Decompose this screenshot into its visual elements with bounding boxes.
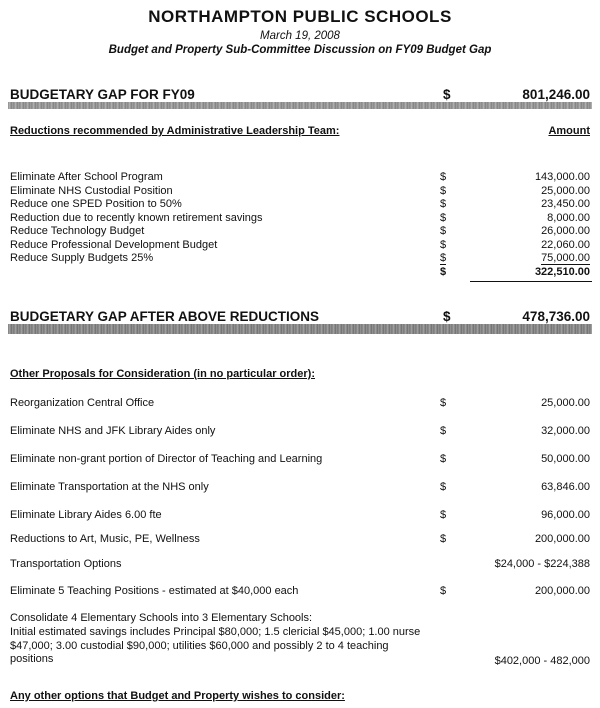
reduction-item-amount: 23,450.00: [541, 198, 590, 210]
gap-after-shaded-bar: [8, 324, 592, 334]
reduction-item-amount: 22,060.00: [541, 238, 590, 251]
proposal-item-currency: $: [440, 509, 447, 521]
proposal-item-currency: $: [440, 585, 447, 597]
reductions-total: 322,510.00: [534, 266, 590, 278]
reduction-item-currency: $: [440, 252, 447, 264]
consolidate-title: Consolidate 4 Elementary Schools into 3 Elementary Schools:: [10, 612, 313, 624]
reduction-item-label: Reduce Technology Budget: [10, 225, 145, 237]
reduction-item-label: Reduce one SPED Position to 50%: [10, 198, 182, 210]
reductions-heading: Reductions recommended by Administrative Leadership Team:: [10, 125, 340, 137]
consolidate-amount: $402,000 - 482,000: [494, 655, 590, 667]
proposal-item-currency: $: [440, 533, 447, 545]
document-subtitle: Budget and Property Sub-Committee Discussion on FY09 Budget Gap: [108, 44, 492, 56]
reduction-item-label: Reduce Professional Development Budget: [10, 238, 218, 251]
reduction-item-currency: $: [440, 171, 447, 183]
reduction-item-amount: 26,000.00: [541, 225, 590, 237]
proposal-item-amount: 200,000.00: [534, 585, 590, 597]
reduction-item-amount: 143,000.00: [534, 171, 590, 183]
proposal-item-amount: 50,000.00: [541, 453, 590, 465]
gap-amount: 801,246.00: [522, 87, 590, 102]
proposal-item-currency: $: [440, 425, 447, 437]
proposal-item-currency: $: [440, 397, 447, 409]
reduction-item-currency: $: [440, 184, 447, 197]
reductions-total-currency: $: [440, 266, 447, 278]
proposal-item-label: Reorganization Central Office: [10, 397, 155, 409]
gap-after-amount: 478,736.00: [522, 309, 590, 324]
reduction-item-currency: $: [440, 225, 447, 237]
reduction-item-label: Reduce Supply Budgets 25%: [10, 252, 154, 264]
proposal-item-amount: 96,000.00: [541, 509, 590, 521]
proposal-item-amount: 32,000.00: [541, 425, 590, 437]
reduction-item-label: Eliminate NHS Custodial Position: [10, 184, 173, 197]
proposal-item-amount: $24,000 - $224,388: [494, 558, 590, 570]
proposal-item-amount: 25,000.00: [541, 397, 590, 409]
total-underline: [470, 281, 592, 282]
proposal-item-currency: $: [440, 481, 447, 493]
reduction-item-amount: 25,000.00: [541, 184, 590, 197]
gap-after-label: BUDGETARY GAP AFTER ABOVE REDUCTIONS: [10, 309, 320, 324]
reduction-item-label: Eliminate After School Program: [10, 171, 163, 183]
proposal-item-label: Eliminate Library Aides 6.00 fte: [10, 509, 162, 521]
consolidate-details: Initial estimated savings includes Principal $80,000; 1.5 clericial $45,000; 1.00 nurse $47,000; 3.00 custodial $90,000; utilities $60,000 and possibly 2 to 4 teaching positions: [10, 626, 421, 665]
gap-shaded-bar: [8, 102, 592, 109]
proposal-item-label: Eliminate NHS and JFK Library Aides only: [10, 425, 216, 437]
proposal-item-label: Eliminate 5 Teaching Positions - estimated at $40,000 each: [10, 585, 299, 597]
reduction-item-currency: $: [440, 211, 447, 224]
proposal-item-label: Reductions to Art, Music, PE, Wellness: [10, 533, 200, 545]
proposal-item-amount: 63,846.00: [541, 481, 590, 493]
document-date: March 19, 2008: [260, 30, 340, 42]
proposal-item-label: Eliminate non-grant portion of Director of Teaching and Learning: [10, 453, 323, 465]
proposal-item-label: Eliminate Transportation at the NHS only: [10, 481, 209, 493]
other-options-heading: Any other options that Budget and Property wishes to consider:: [10, 690, 345, 702]
proposal-item-currency: $: [440, 453, 447, 465]
gap-after-currency: $: [443, 309, 451, 324]
proposals-heading: Other Proposals for Consideration (in no particular order):: [10, 368, 315, 380]
gap-currency: $: [443, 87, 451, 102]
proposal-item-label: Transportation Options: [10, 558, 122, 570]
document-title: NORTHAMPTON PUBLIC SCHOOLS: [148, 7, 452, 26]
gap-label: BUDGETARY GAP FOR FY09: [10, 87, 195, 102]
reduction-item-amount: 75,000.00: [541, 252, 590, 264]
reduction-item-amount: 8,000.00: [547, 211, 590, 224]
reduction-item-currency: $: [440, 198, 447, 210]
reduction-item-label: Reduction due to recently known retirement savings: [10, 211, 263, 224]
amount-column-header: Amount: [548, 125, 590, 137]
proposal-item-amount: 200,000.00: [534, 533, 590, 545]
reduction-item-currency: $: [440, 238, 447, 251]
